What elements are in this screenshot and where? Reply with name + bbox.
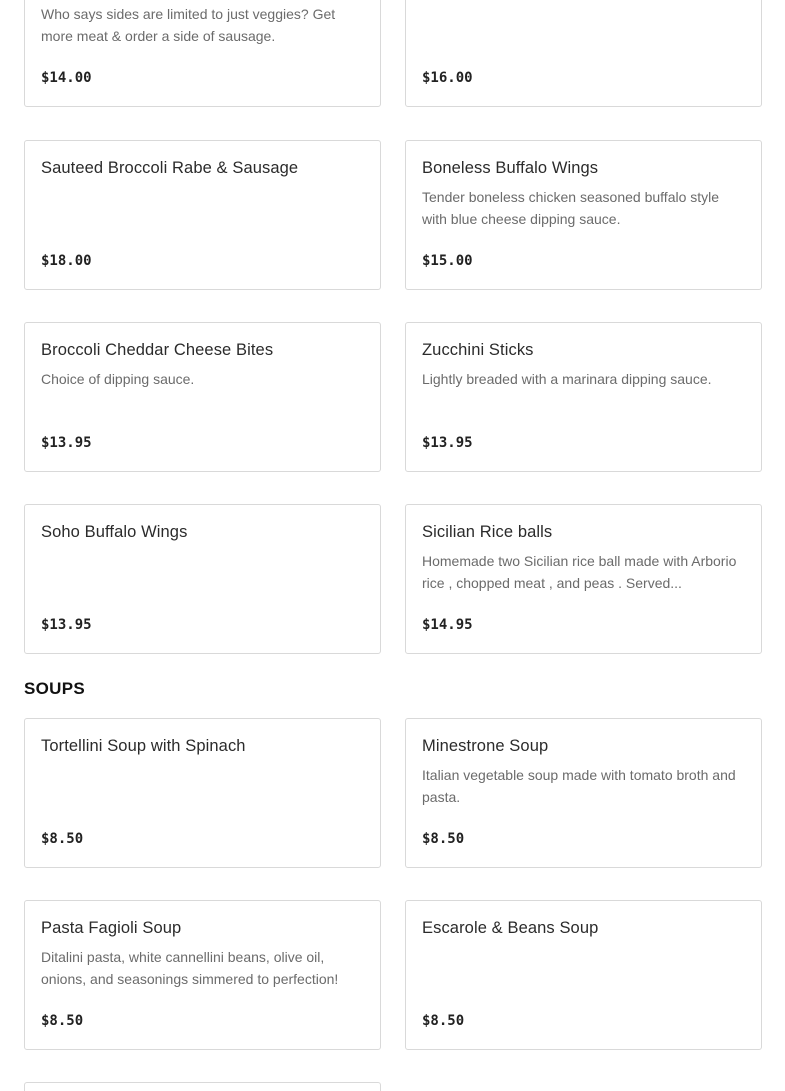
menu-item-card[interactable] (405, 504, 762, 654)
menu-item-card[interactable] (24, 718, 381, 868)
menu-item-card[interactable] (405, 718, 762, 868)
menu-item-card[interactable] (405, 900, 762, 1050)
item-price: $14.95 (422, 617, 473, 633)
item-price: $13.95 (41, 435, 92, 451)
item-name: Broccoli Cheddar Cheese Bites (41, 341, 274, 359)
item-name: Escarole & Beans Soup (422, 919, 599, 937)
item-name: Zucchini Sticks (422, 341, 534, 359)
item-price: $8.50 (41, 831, 84, 847)
section-title-soups: SOUPS (24, 679, 86, 698)
menu-item-card[interactable] (24, 504, 381, 654)
item-price: $13.95 (41, 617, 92, 633)
menu-item-card[interactable] (24, 1082, 381, 1091)
item-price: $8.50 (422, 831, 465, 847)
menu-item-card[interactable] (405, 322, 762, 472)
item-name: Boneless Buffalo Wings (422, 159, 599, 177)
menu-item-card[interactable] (405, 0, 762, 107)
item-name: Sicilian Rice balls (422, 523, 553, 541)
item-price: $13.95 (422, 435, 473, 451)
menu-item-card[interactable] (24, 322, 381, 472)
item-price: $8.50 (41, 1013, 84, 1029)
item-name: Soho Buffalo Wings (41, 523, 188, 541)
item-description: Italian vegetable soup made with tomato broth and pasta. (422, 767, 736, 805)
item-description: Who says sides are limited to just veggies? Get more meat & order a side of sausage. (41, 6, 336, 44)
item-price: $16.00 (422, 70, 473, 86)
menu-item-card[interactable] (24, 0, 381, 107)
item-description: Choice of dipping sauce. (41, 371, 195, 387)
item-name: Sauteed Broccoli Rabe & Sausage (41, 159, 299, 177)
item-description: Ditalini pasta, white cannellini beans, olive oil, onions, and seasonings simmered to perfection! (41, 949, 339, 987)
item-name: Pasta Fagioli Soup (41, 919, 182, 937)
item-price: $18.00 (41, 253, 92, 269)
item-description: Lightly breaded with a marinara dipping sauce. (422, 371, 712, 387)
menu-item-card[interactable] (405, 140, 762, 290)
item-price: $8.50 (422, 1013, 465, 1029)
item-description: Homemade two Sicilian rice ball made with Arborio rice , chopped meat , and peas . Served... (422, 553, 737, 591)
item-description: Tender boneless chicken seasoned buffalo style with blue cheese dipping sauce. (422, 189, 720, 227)
item-price: $15.00 (422, 253, 473, 269)
menu-item-card[interactable] (24, 140, 381, 290)
item-name: Tortellini Soup with Spinach (41, 737, 246, 755)
item-name: Minestrone Soup (422, 737, 549, 755)
item-price: $14.00 (41, 70, 92, 86)
menu-item-card[interactable] (24, 900, 381, 1050)
